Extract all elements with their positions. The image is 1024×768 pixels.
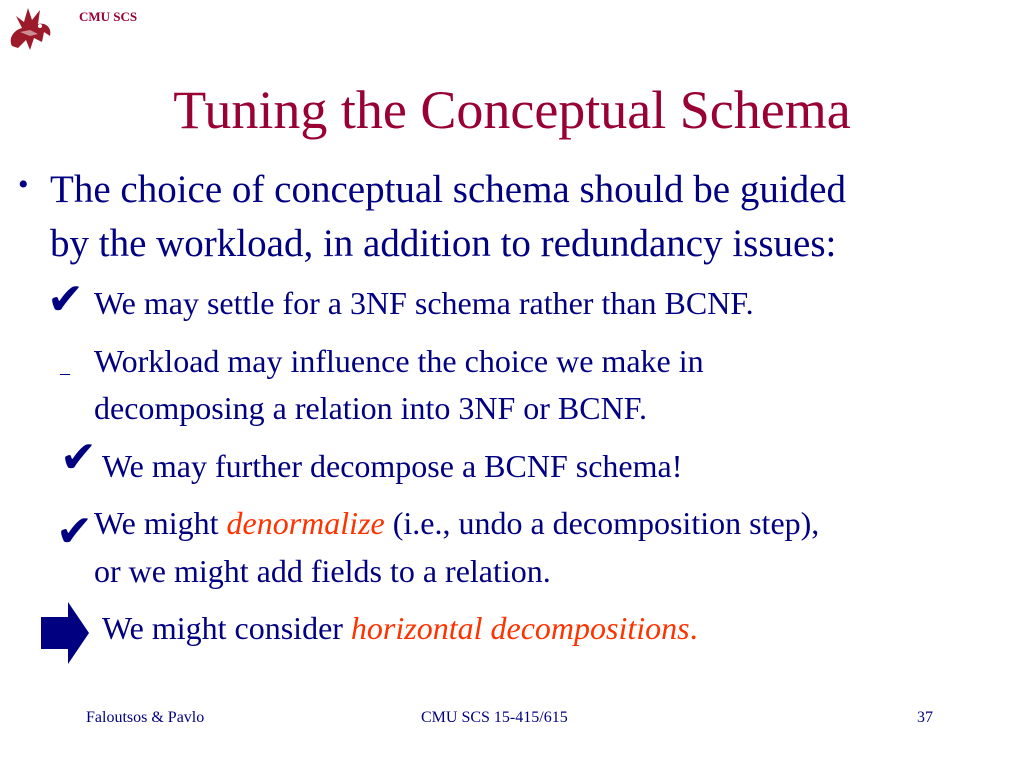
arrow-right-icon: [40, 601, 90, 665]
header-label: CMU SCS: [79, 9, 138, 24]
footer-authors: Faloutsos & Pavlo: [86, 709, 205, 726]
item-4-line-2: or we might add fields to a relation.: [94, 553, 551, 589]
bullet-dot: •: [18, 168, 29, 201]
bullet-line-1: The choice of conceptual schema should be guided: [50, 168, 846, 211]
checkmark-icon: ✔: [47, 274, 84, 325]
item-5-post: .: [689, 610, 698, 646]
item-5: [102, 605, 698, 652]
slide-number: 37: [917, 709, 933, 726]
item-2-line-1: Workload may influence the choice we make in: [94, 343, 704, 379]
item-3: We may further decompose a BCNF schema!: [102, 448, 683, 484]
item-5-pre: We might consider: [102, 610, 351, 646]
item-4-pre: We might: [94, 505, 227, 541]
item-5-emphasis: horizontal decompositions: [350, 610, 690, 646]
slide-title: Tuning the Conceptual Schema: [173, 80, 851, 140]
item-4-post: (i.e., undo a decomposition step),: [384, 505, 820, 541]
dash-bullet: –: [60, 362, 70, 384]
item-4-line-1: [94, 500, 819, 547]
griffin-logo: [4, 2, 56, 56]
footer-course: CMU SCS 15-415/615: [421, 709, 568, 726]
checkmark-icon: ✔: [60, 432, 97, 483]
bullet-line-2: by the workload, in addition to redundancy issues:: [50, 222, 837, 265]
checkmark-icon: ✔: [56, 506, 93, 557]
item-2-line-2: decomposing a relation into 3NF or BCNF.: [94, 390, 647, 426]
item-1: We may settle for a 3NF schema rather than BCNF.: [94, 285, 754, 321]
item-4-emphasis: denormalize: [226, 505, 385, 541]
